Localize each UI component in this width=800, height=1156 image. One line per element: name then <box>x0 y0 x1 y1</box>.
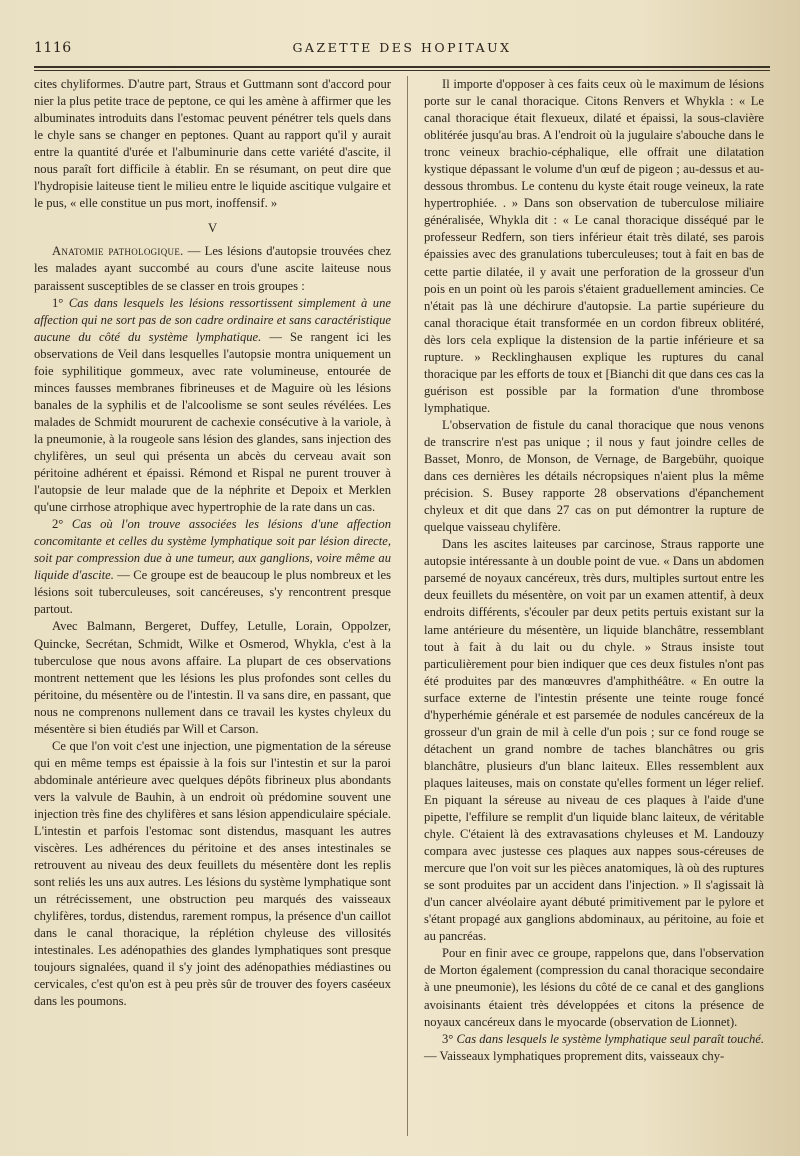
paragraph: 1° Cas dans lesquels les lésions ressortissent simplement à une affection qui ne sort pas de son cadre ordinaire et sans caractéristique aucune du côté du système lymphatique. — Se rangent ici les observations de Veil dans lesquelles l'autopsie montra uniquement un foie syphilitique gommeux, avec rate volumineuse, entourée de minces fausses membranes fibrineuses et de Maguire où les lésions banales de la syphilis et de l'alcoolisme se sont seules révélées. Les malades de Schmidt moururent de cachexie consécutive à la variole, à la pneumonie, à la rougeole sans lésion des glandes, sans injection des chylifères, un seul qui présenta un abcès du cerveau avait son péritoine adhérent et épaissi. Rémond et Rispal ne purent trouver à l'autopsie de leur malade que de la néphrite et Depoix et Merklen qu'une cirrhose atrophique avec hypertrophie de la rate dans un cas. <box>34 295 391 515</box>
group-heading: Cas dans lesquels le système lymphatique seul paraît touché. <box>456 1031 765 1046</box>
page-number: 1116 <box>34 40 72 56</box>
paragraph: Avec Balmann, Bergeret, Duffey, Letulle, Lorain, Oppolzer, Quincke, Secrétan, Schmidt, Wilke et Osmerod, Whykla, c'est à la tuberculose que nous avons affaire. La plupart de ces observations montrent nettement que les lésions les plus profondes sont celles du péritoine, du mésentère ou de l'intestin. Il va sans dire, en passant, que nous ne comprenons nullement dans ce travail les kystes chyleux du mésentère si bien étudiés par Will et Carson. <box>34 619 391 736</box>
section-heading: Anatomie pathologique. <box>52 244 184 259</box>
header-rule <box>34 66 770 71</box>
paragraph: Il importe d'opposer à ces faits ceux où le maximum de lésions porte sur le canal thoracique. Citons Renvers et Whykla : « Le canal thoracique était flexueux, dilaté et épaissi, la sous-clavière oblitérée jusqu'au bras. A l'endroit où la jugulaire s'abouche dans le tronc veineux brachio-céphalique, elle offrait une dilatation kystique dépassant le volume d'un œuf de pigeon ; au-dessus et au-dessous thrombus. Le contenu du kyste était rouge veineux, la rate hypertrophiée. . » Dans son observation de tuberculose miliaire généralisée, Whykla dit : « Le canal thoracique disséqué par le professeur Redfern, son tiers inférieur était très dilaté, ses parois épaissies avec des granulations tuberculeuses; tout à fait en bas de cette partie dilatée, il y avait une perforation de la grosseur d'un pois en un point où les parois s'étaient graduellement amincies. Ce n'était pas là une déchirure d'autopsie. La partie supérieure du canal thoracique était transformée en un cordon fibreux oblitéré, dès lors cela explique la distension de la partie inférieure et sa rupture. » Recklinghausen explique les ruptures du canal thoracique par les efforts de toux et [Bianchi dit que dans ces cas la guérison est possible par la formation d'une thrombose lymphatique. <box>424 77 764 415</box>
paragraph: cites chyliformes. D'autre part, Straus et Guttmann sont d'accord pour nier la plus petite trace de peptone, ce qui les amène à affirmer que les albuminates introduits dans l'estomac peuvent pénétrer tels quels dans le chyle sans se changer en peptones. Quant au rapport qu'il y aurait entre la quantité d'urée et l'albuminurie dans cette variété d'ascite, il nous paraît fort difficile à établir. En se résumant, on peut dire que l'hydropisie laiteuse tient le milieu entre le liquide ascitique vulgaire et le pus, « elle constitue un pus mort, inoffensif. » <box>34 77 391 211</box>
paragraph: L'observation de fistule du canal thoracique que nous venons de transcrire n'est pas unique ; il nous y faut joindre celles de Basset, Monro, de Monson, de Vernage, de Bargebühr, quoique dans ces dernières les détails nécropsiques n'aient plus la même précision. S. Busey rapporte 28 observations d'épanchement chyleux et dit que dans 27 cas on put démontrer la rupture de quelque vaisseau chylifère. <box>424 417 764 535</box>
page-header <box>34 40 770 62</box>
group-heading: Cas où l'on trouve associées les lésions d'une affection concomitante et celles du système lymphatique soit par lésion directe, soit par compression due à une tumeur, aux ganglions, voire même au liquide d'ascite. <box>34 517 392 583</box>
paragraph: Pour en finir avec ce groupe, rappelons que, dans l'observation de Morton également (compression du canal thoracique secondaire à une pneumonie), les lésions du côté de ce canal et des ganglions avoisinants étaient très développées et citons la présence de noyaux cancéreux dans le myocarde (observation de Lionnet). <box>424 946 764 1029</box>
paragraph: Ce que l'on voit c'est une injection, une pigmentation de la séreuse qui en même temps est épaissie à la fois sur l'intestin et sur la paroi abdominale antérieure avec quelques dépôts fibrineux plus abondants vers la valvule de Bauhin, à un endroit où prédomine souvent une injection très fine des chylifères et sans lésion appendiculaire spéciale. L'intestin et parfois l'estomac sont distendus, masquant les autres viscères. Les adhérences du péritoine et des anses intestinales se retrouvent au niveau des deux feuillets du mésentère dont les replis sont reliés les uns aux autres. Les lésions du système lymphatique sont un rétrécissement, une obstruction peu marqués des vaisseaux chylifères, tordus, distendus, rarement rompus, la présence d'un caillot dans le canal thoracique, la réplétion chyleuse des villosités intestinales. Les adénopathies des glandes lymphatiques sont presque toujours signalées, quand il s'y joint des adénopathies médiastines ou cervicales, c'est qu'on est à peu près sûr de trouver des foyers caséeux dans les poumons. <box>34 738 391 1009</box>
journal-title: GAZETTE DES HOPITAUX <box>292 40 512 55</box>
left-column <box>34 76 391 1011</box>
paragraph: Anatomie pathologique. — Les lésions d'autopsie trouvées chez les malades ayant succombé au cours d'une ascite laiteuse nous paraissent susceptibles de se classer en trois groupes : <box>34 244 391 293</box>
right-column <box>424 76 764 1065</box>
section-number: V <box>207 221 218 236</box>
paragraph: 3° Cas dans lesquels le système lymphatique seul paraît touché. — Vaisseaux lymphatiques proprement dits, vaisseaux chy- <box>424 1031 765 1063</box>
paragraph: Dans les ascites laiteuses par carcinose, Straus rapporte une autopsie intéressante à un double point de vue. « Dans un abdomen parsemé de noyaux cancéreux, très durs, multiples surtout entre les deux feuillets du mésentère, on voit par un examen attentif, à deux endroits différents, s'écouler par deux petits pertuis existant sur la lame antérieure du mésentère, un liquide blanchâtre, ressemblant tout à fait à du lait ou du chyle. » Straus insiste tout particulièrement pour bien indiquer que ces deux fistules n'ont pas été produites par des manœuvres d'amphithéâtre. « En outre la surface externe de l'intestin présente une teinte rouge foncé d'hyperhémie générale et est parsemée de nodules cancéreux de la grosseur d'un grain de mil à celle d'un pois ; sur ce fond rouge se détachent un grand nombre de taches blanchâtres ou gris blanchâtre, plusieurs d'un blanc laiteux. Elles ressemblent aux plaques laiteuses, mais on constate qu'elles forment un léger relief. En piquant la séreuse au niveau de ces plaques à l'aide d'une pipette, l'effilure se remplit d'un liquide blanc laiteux, de véritable chyle. C'étaient là des extravasations chyleuses et M. Landouzy compara avec justesse ces plaques aux nappes sous-céreuses de mercure que l'on voit sur les pièces anatomiques, là où des ruptures se sont produites par un accident dans l'injection. » Il s'agissait là d'un cancer alvéolaire ayant débuté primitivement par le pylore et s'étant propagé aux ganglions abdominaux, au péritoine, au foie et au pancréas. <box>424 537 764 944</box>
column-divider <box>407 76 408 1136</box>
group-heading: Cas dans lesquels les lésions ressortissent simplement à une affection qui ne sort pas de son cadre ordinaire et sans caractéristique aucune du côté du système lymphatique. <box>34 295 391 344</box>
paragraph: 2° Cas où l'on trouve associées les lésions d'une affection concomitante et celles du système lymphatique soit par lésion directe, soit par compression due à une tumeur, aux ganglions, voire même au liquide d'ascite. — Ce groupe est de beaucoup le plus nombreux et les lésions soit tuberculeuses, soit cancéreuses, s'y rencontrent presque partout. <box>34 517 392 617</box>
